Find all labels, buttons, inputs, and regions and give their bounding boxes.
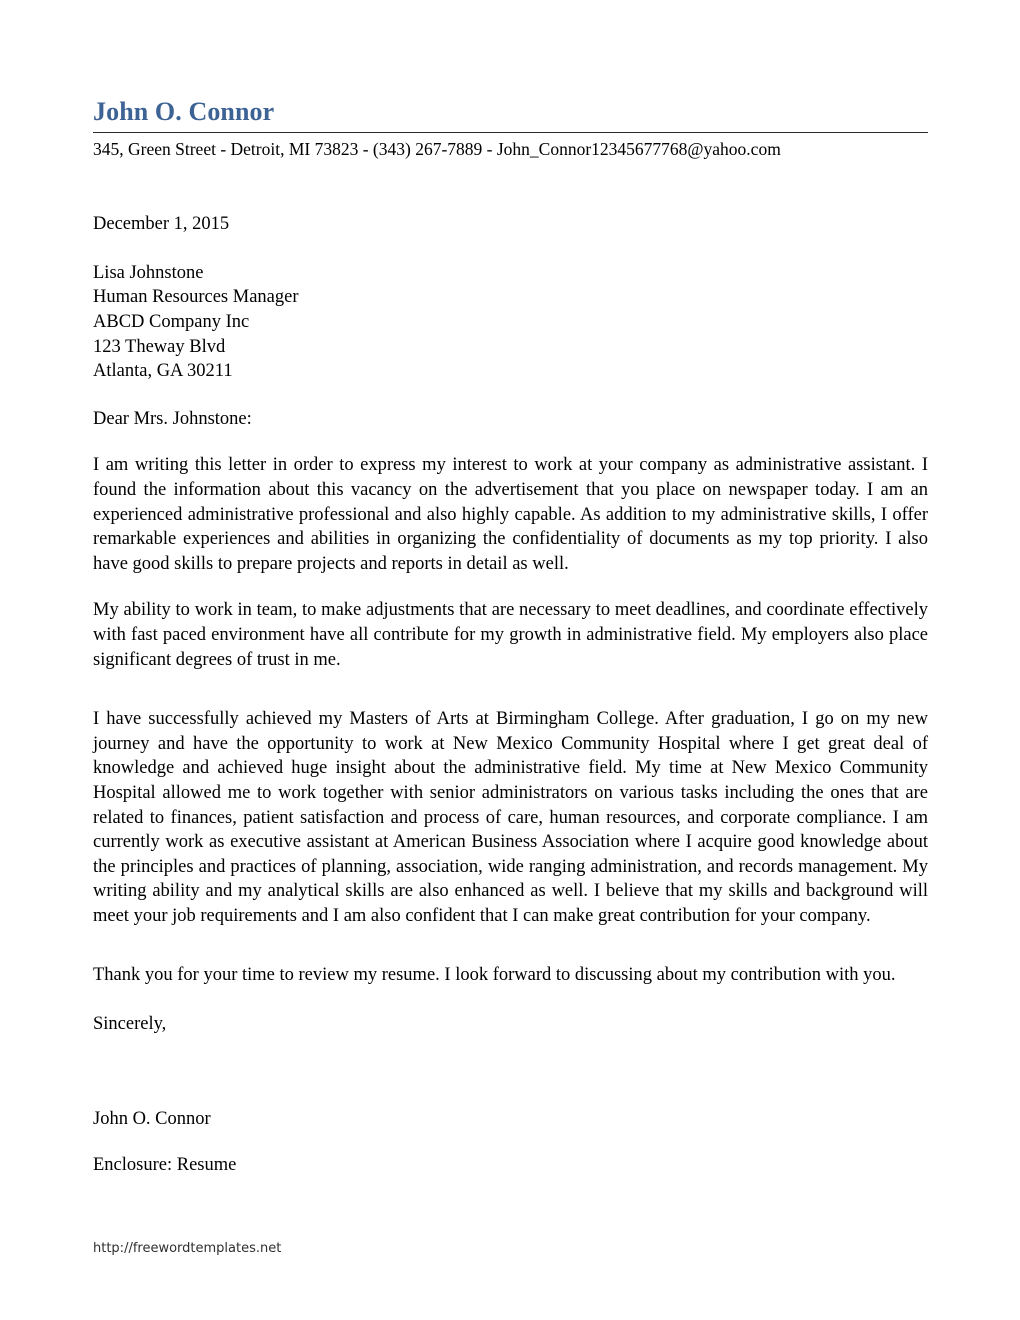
letter-content bbox=[93, 0, 928, 1178]
body-paragraph-3: I have successfully achieved my Masters of Arts at Birmingham College. After graduation, I go on my new journey and have the opportunity to work at New Mexico Community Hospital where I get great deal of knowledge and achieved huge insight about the administrative field. My time at New Mexico Community Hospital allowed me to work together with senior administrators on various tasks including the ones that are related to finances, patient satisfaction and process of care, human resources, and corporate compliance. I am currently work as executive assistant at American Business Association where I acquire good knowledge about the principles and practices of planning, association, wide ranging administration, and records management. My writing ability and my analytical skills are also enhanced as well. I believe that my skills and background will meet your job requirements and I am also confident that I can make great contribution for your company. bbox=[93, 709, 928, 926]
recipient-company: ABCD Company Inc bbox=[93, 312, 250, 332]
footer-url[interactable]: http://freewordtemplates.net bbox=[93, 1241, 282, 1256]
salutation: Dear Mrs. Johnstone: bbox=[93, 408, 252, 429]
body-paragraph-1: I am writing this letter in order to express my interest to work at your company as administrative assistant. I found the information about this vacancy on the advertisement that you place on newspaper today. I am an experienced administrative professional and also highly capable. As addition to my administrative skills, I offer remarkable experiences and abilities in organizing the confidentiality of documents as my top priority. I also have good skills to prepare projects and reports in detail as well. bbox=[93, 455, 928, 574]
recipient-street: 123 Theway Blvd bbox=[93, 336, 226, 357]
body-paragraph-4: Thank you for your time to review my resume. I look forward to discussing about my contribution with you. bbox=[93, 965, 896, 986]
recipient-city-state-zip: Atlanta, GA 30211 bbox=[93, 361, 233, 382]
signature-name: John O. Connor bbox=[93, 1108, 211, 1129]
recipient-title: Human Resources Manager bbox=[93, 287, 299, 308]
letter-date: December 1, 2015 bbox=[93, 214, 230, 235]
sender-contact-line: 345, Green Street - Detroit, MI 73823 - (343) 267-7889 - John_Connor12345677768@yahoo.com bbox=[93, 138, 781, 159]
sender-name: John O. Connor bbox=[93, 97, 275, 126]
recipient-name: Lisa Johnstone bbox=[93, 262, 204, 283]
letter-body bbox=[93, 161, 928, 1178]
letterhead bbox=[93, 0, 928, 161]
closing-salutation: Sincerely, bbox=[93, 1014, 167, 1035]
recipient-address-block bbox=[93, 237, 928, 384]
body-paragraph-2: My ability to work in team, to make adjustments that are necessary to meet deadlines, and coordinate effectively with fast paced environment have all contribute for my growth in administrative field. My employers also place significant degrees of trust in me. bbox=[93, 600, 928, 670]
enclosure-note: Enclosure: Resume bbox=[93, 1155, 237, 1176]
